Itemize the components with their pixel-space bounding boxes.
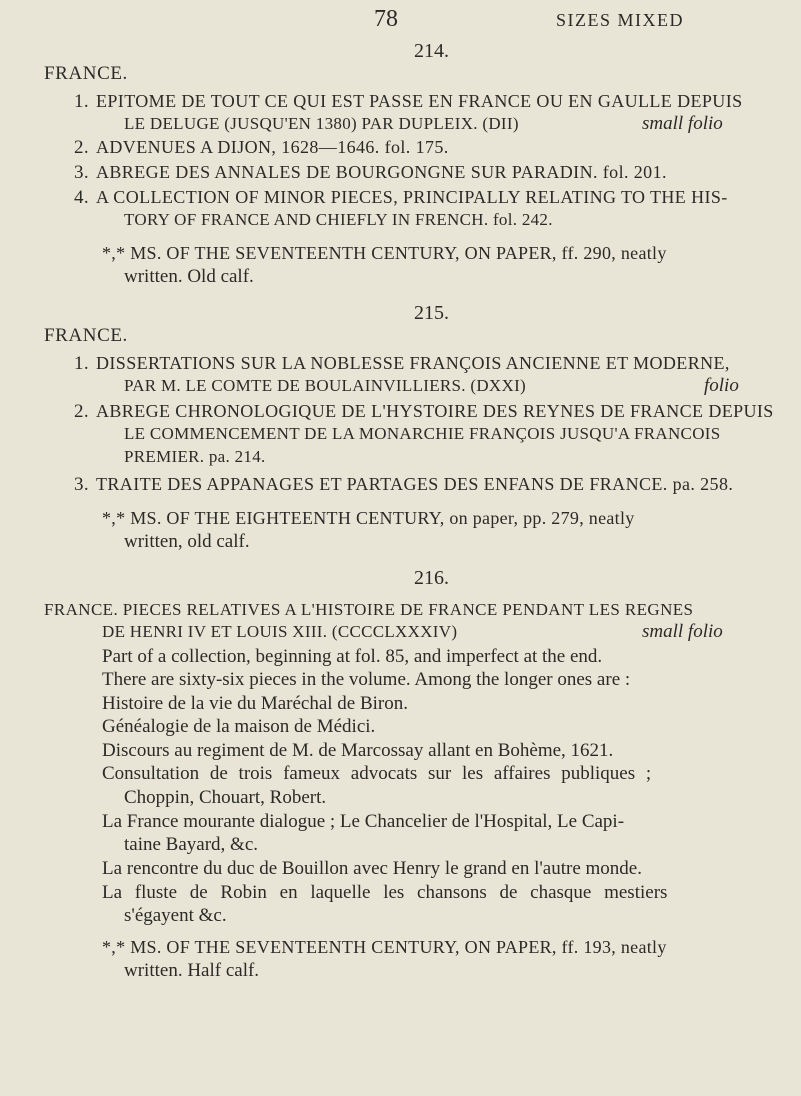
item-215-1 (74, 353, 730, 374)
ms-description-215: *,* MS. OF THE EIGHTEENTH CENTURY, on paper, pp. 279, neatly (102, 508, 635, 528)
contents-line-7: La fluste de Robin en laquelle les chansons de chasque mestiers (102, 882, 668, 903)
item-215-1-continuation: PAR M. LE COMTE DE BOULAINVILLIERS. (DXXI) (124, 376, 527, 395)
item-title: ADVENUES A DIJON, 1628—1646. fol. 175. (96, 137, 449, 157)
item-title: ABREGE CHRONOLOGIQUE DE L'HYSTOIRE DES REYNES DE FRANCE DEPUIS (96, 401, 774, 421)
item-214-4-continuation: TORY OF FRANCE AND CHIEFLY IN FRENCH. fol. 242. (124, 210, 553, 229)
item-214-4 (74, 187, 728, 208)
description-line-1: Part of a collection, beginning at fol. 85, and imperfect at the end. (102, 646, 603, 667)
ms-binding-215: written, old calf. (124, 531, 250, 552)
contents-line-2: Généalogie de la maison de Médici. (102, 716, 376, 737)
country-heading-215: FRANCE. (44, 325, 128, 346)
item-title: ABREGE DES ANNALES DE BOURGONGNE SUR PARADIN. fol. 201. (96, 162, 667, 182)
item-number: 3. (74, 162, 90, 183)
item-title: TRAITE DES APPANAGES ET PARTAGES DES ENFANS DE FRANCE. pa. 258. (96, 474, 734, 494)
lot-number-216: 216. (414, 567, 449, 589)
item-number: 2. (74, 401, 90, 422)
item-215-3 (74, 474, 733, 495)
item-number: 3. (74, 474, 90, 495)
lot-number-214: 214. (414, 40, 449, 62)
ms-description-216: *,* MS. OF THE SEVENTEENTH CENTURY, ON PAPER, ff. 193, neatly (102, 937, 667, 957)
contents-line-7-continuation: s'égayent &c. (124, 905, 227, 926)
item-number: 1. (74, 91, 90, 112)
item-title: EPITOME DE TOUT CE QUI EST PASSE EN FRANCE OU EN GAULLE DEPUIS (96, 91, 743, 111)
item-number: 4. (74, 187, 90, 208)
item-number: 2. (74, 137, 90, 158)
item-title: A COLLECTION OF MINOR PIECES, PRINCIPALLY RELATING TO THE HIS- (96, 187, 728, 207)
ms-description-214: *,* MS. OF THE SEVENTEENTH CENTURY, ON PAPER, ff. 290, neatly (102, 243, 667, 263)
contents-line-6: La rencontre du duc de Bouillon avec Henry le grand en l'autre monde. (102, 858, 642, 879)
item-214-1-size: small folio (642, 113, 723, 134)
item-214-1-continuation: LE DELUGE (JUSQU'EN 1380) PAR DUPLEIX. (DII) (124, 114, 519, 133)
item-214-3 (74, 162, 667, 183)
contents-line-4-continuation: Choppin, Chouart, Robert. (124, 787, 327, 808)
item-title: DISSERTATIONS SUR LA NOBLESSE FRANÇOIS ANCIENNE ET MODERNE, (96, 353, 730, 373)
contents-line-1: Histoire de la vie du Maréchal de Biron. (102, 693, 409, 714)
contents-line-3: Discours au regiment de M. de Marcossay allant en Bohème, 1621. (102, 740, 614, 761)
item-215-2-continuation-2: PREMIER. pa. 214. (124, 447, 266, 466)
running-title: SIZES MIXED (556, 10, 684, 30)
lot-216-heading: FRANCE. PIECES RELATIVES A L'HISTOIRE DE FRANCE PENDANT LES REGNES (44, 600, 694, 619)
item-215-2 (74, 401, 774, 422)
contents-line-5-continuation: taine Bayard, &c. (124, 834, 259, 855)
item-215-1-size: folio (704, 375, 739, 396)
ms-binding-214: written. Old calf. (124, 266, 254, 287)
contents-line-4: Consultation de trois fameux advocats sur les affaires publiques ; (102, 763, 652, 784)
item-number: 1. (74, 353, 90, 374)
lot-216-size: small folio (642, 621, 723, 642)
description-line-2: There are sixty-six pieces in the volume. Among the longer ones are : (102, 669, 631, 690)
ms-binding-216: written. Half calf. (124, 960, 260, 981)
country-heading-214: FRANCE. (44, 63, 128, 84)
lot-number-215: 215. (414, 302, 449, 324)
item-214-2 (74, 137, 449, 158)
contents-line-5: La France mourante dialogue ; Le Chancelier de l'Hospital, Le Capi- (102, 811, 625, 832)
item-215-2-continuation: LE COMMENCEMENT DE LA MONARCHIE FRANÇOIS JUSQU'A FRANCOIS (124, 424, 721, 443)
item-214-1 (74, 91, 743, 112)
lot-216-heading-continuation: DE HENRI IV ET LOUIS XIII. (CCCCLXXXIV) (102, 622, 458, 641)
page-number: 78 (374, 6, 398, 32)
